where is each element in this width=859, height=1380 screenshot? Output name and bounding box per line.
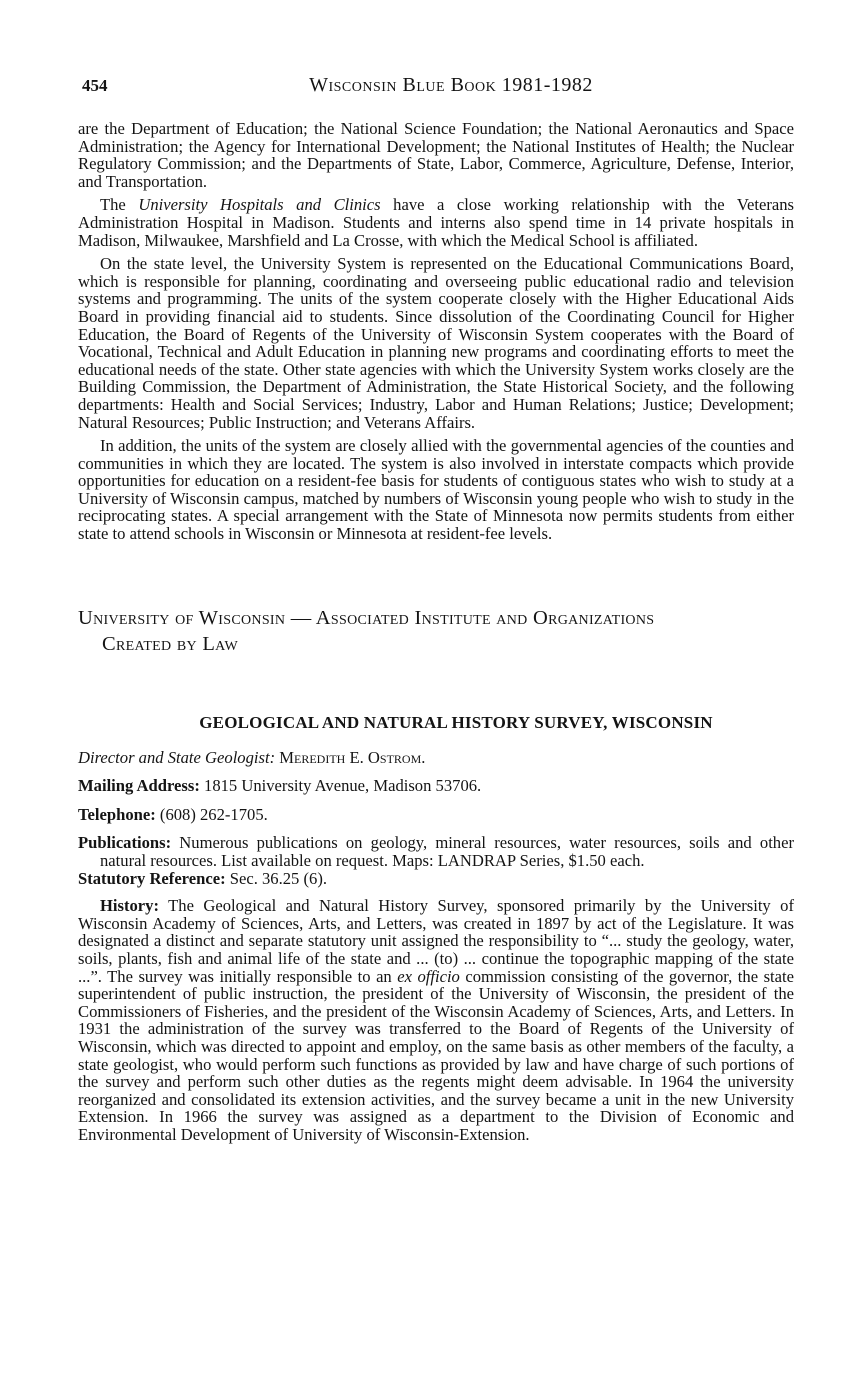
publications-field xyxy=(78,834,794,869)
history-part-2: commission consisting of the governor, the state superintendent of public instruction, the president of the University of Wisconsin, the president of the Commissioners of Fisheries, and the president of the Wisconsin Academy of Sciences, Arts, and Letters. In 1931 the administration of the survey was transferred to the Board of Regents of the University of Wisconsin, which was directed to appoint and employ, on the same basis as other members of the faculty, a state geologist, who would perform such functions as provided by law and have charge of such portions of the survey and perform such other duties as the regents might deem advisable. In 1964 the university reorganized and consolidated its extension activities, and the survey became a unit in the new University Extension. In 1966 the survey was assigned as a department to the Division of Economic and Environmental Development of University of Wisconsin-Extension. xyxy=(78,966,794,1144)
history-part-1: The Geological and Natural History Survey, sponsored primarily by the University of Wisconsin Academy of Sciences, Arts, and Letters, was created in 1897 by act of the Legislature. It was designated a distinct and separate statutory unit assigned the responsibility to “... study the geology, water, soils, plants, fish and animal life of the state and ... (to) ... continue the topographic mapping of the state ...”. The survey was initially responsible to an xyxy=(78,896,794,986)
page-number: 454 xyxy=(82,76,108,95)
agency-title: GEOLOGICAL AND NATURAL HISTORY SURVEY, WISCONSIN xyxy=(199,712,713,732)
mailing-address-label: Mailing Address: xyxy=(78,776,200,796)
director-label: Director and State Geologist: xyxy=(78,747,276,767)
history-paragraph xyxy=(78,897,794,1143)
running-title: Wisconsin Blue Book 1981-1982 xyxy=(309,74,593,96)
para2-lead: The xyxy=(100,195,139,215)
para2-rest: have a close working relationship with the Veterans Administration Hospital in Madison. Students and interns also spend time in 14 private hospitals in Madison, Milwaukee, Marshfield and La Crosse, with which the Medical School is affiliated. xyxy=(78,195,794,250)
history-label: History: xyxy=(100,896,159,916)
section-heading xyxy=(78,605,794,657)
telephone-field xyxy=(78,806,794,824)
statutory-reference-label: Statutory Reference: xyxy=(78,868,226,888)
publications-label: Publications: xyxy=(78,833,172,853)
section-heading-line-2: Created by Law xyxy=(102,632,238,655)
mailing-address-field xyxy=(78,777,794,795)
telephone-label: Telephone: xyxy=(78,804,156,824)
statutory-reference-field xyxy=(78,870,794,888)
mailing-address-value: 1815 University Avenue, Madison 53706. xyxy=(204,776,482,796)
page-header xyxy=(78,74,794,104)
para2-italic-term: University Hospitals and Clinics xyxy=(138,195,381,215)
telephone-value: (608) 262-1705. xyxy=(159,804,268,824)
director-field xyxy=(78,749,794,767)
document-page xyxy=(78,74,794,1144)
statutory-reference-value: Sec. 36.25 (6). xyxy=(229,868,327,888)
section-heading-line-1: University of Wisconsin — Associated Institute and Organizations xyxy=(78,606,655,629)
body-paragraph-1: are the Department of Education; the National Science Foundation; the National Aeronautics and Space Administration; the Agency for International Development; the National Institutes of Health; the Nuclear Regulatory Commission; and the Departments of State, Labor, Commerce, Agriculture, Defense, Interior, and Transportation. xyxy=(78,119,794,191)
body-paragraph-4: In addition, the units of the system are closely allied with the governmental agencies of the counties and communities in which they are located. The system is also involved in interstate compacts which provide opportunities for education on a resident-fee basis for students of contiguous states who wish to study at a University of Wisconsin campus, matched by numbers of Wisconsin young people who wish to study in the reciprocating states. A special arrangement with the State of Minnesota now permits students from either state to attend schools in Wisconsin or Minnesota at resident-fee levels. xyxy=(78,436,794,544)
body-paragraph-2 xyxy=(78,196,794,249)
director-name: Meredith E. Ostrom. xyxy=(279,747,426,767)
publications-value: Numerous publications on geology, mineral resources, water resources, soils and other natural resources. List available on request. Maps: LANDRAP Series, $1.50 each. xyxy=(100,833,794,871)
history-italic-term: ex officio xyxy=(397,966,460,986)
body-paragraph-3: On the state level, the University System is represented on the Educational Communications Board, which is responsible for planning, coordinating and overseeing public educational radio and television systems and programming. The units of the system cooperate closely with the Higher Educational Aids Board in providing financial aid to students. Since dissolution of the Coordinating Council for Higher Education, the Board of Regents of the University of Wisconsin System cooperates with the Board of Vocational, Technical and Adult Education in planning new programs and coordinating efforts to meet the educational needs of the state. Other state agencies with which the University System works closely are the Building Commission, the Department of Administration, the State Historical Society, and the following departments: Health and Social Services; Industry, Labor and Human Relations; Justice; Development; Natural Resources; Public Instruction; and Veterans Affairs. xyxy=(78,254,794,432)
